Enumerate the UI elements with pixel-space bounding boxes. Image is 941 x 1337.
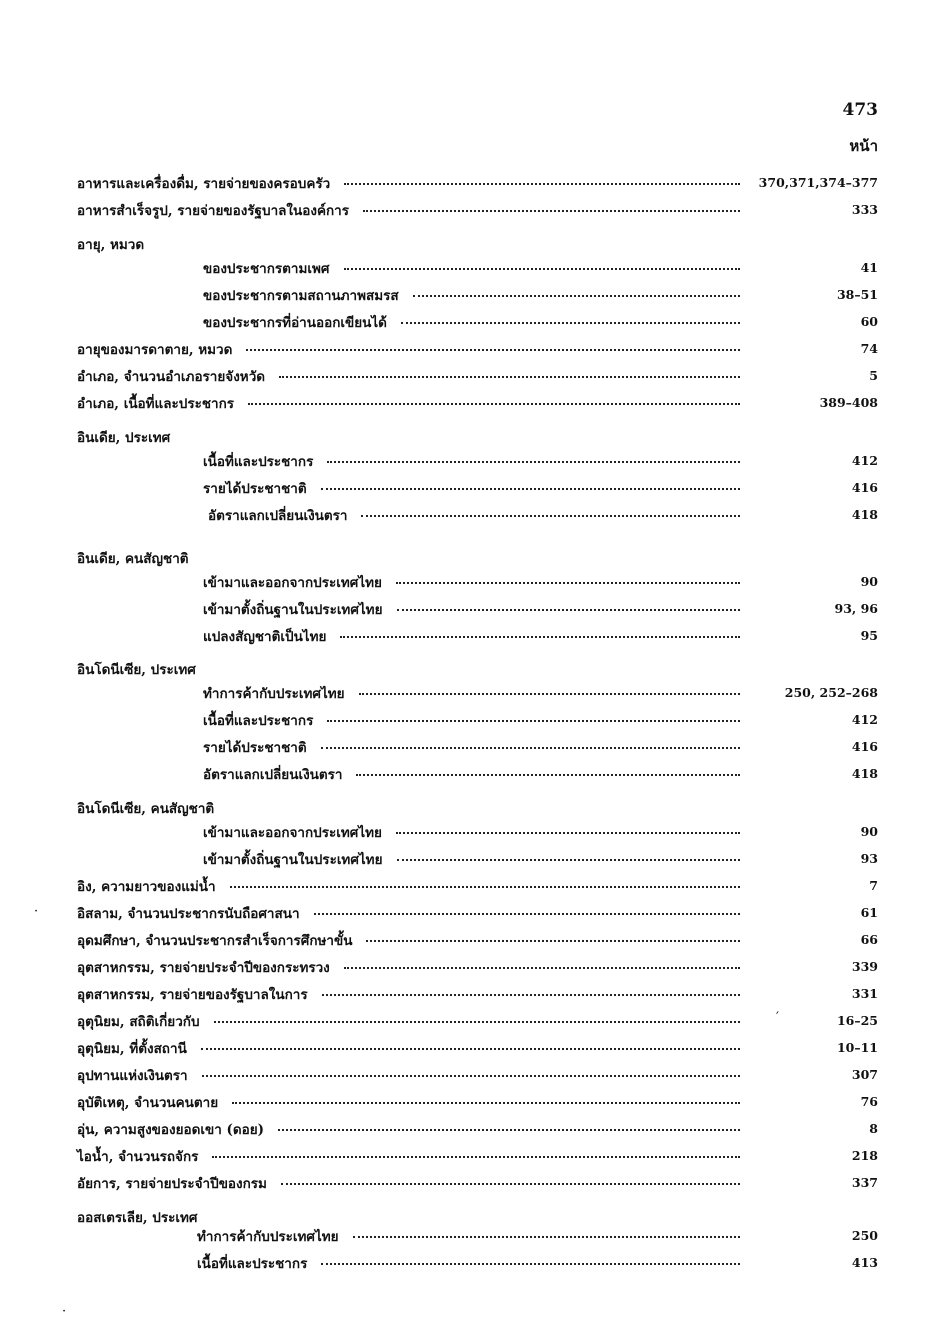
index-entry <box>77 425 477 449</box>
index-entry <box>77 232 477 256</box>
index-term: อุ่น, ความสูงของยอดเขา (ดอย) <box>77 1122 265 1138</box>
index-term: ของประชากรที่อ่านออกเขียนได้ <box>203 315 387 331</box>
scan-speck: · <box>34 904 39 919</box>
page-reference: 8 <box>869 1121 878 1136</box>
index-term: เนื้อที่และประชากร <box>203 454 314 470</box>
page-reference: 339 <box>851 959 878 974</box>
index-entry <box>77 796 477 820</box>
index-term: เนื้อที่และประชากร <box>197 1256 308 1272</box>
page-reference: 93 <box>860 851 878 866</box>
index-term: อายุ, หมวด <box>77 237 145 253</box>
index-term: ไอน้ำ, จำนวนรถจักร <box>77 1149 199 1165</box>
index-term: ออสเตรเลีย, ประเทศ <box>77 1210 198 1226</box>
index-term: เข้ามาและออกจากประเทศไทย <box>203 825 382 841</box>
page-reference: 93, 96 <box>834 601 878 616</box>
index-term: อุตสาหกรรม, รายจ่ายประจำปีของกระทรวง <box>77 960 330 976</box>
index-entry <box>77 657 477 681</box>
index-term: อิง, ความยาวของแม่น้ำ <box>77 879 216 895</box>
index-term: อิสลาม, จำนวนประชากรนับถือศาสนา <box>77 906 300 922</box>
scan-speck: ′ <box>776 1010 779 1025</box>
page-reference: 333 <box>851 202 878 217</box>
index-term: แปลงสัญชาติเป็นไทย <box>203 629 327 645</box>
page-reference: 38–51 <box>836 287 878 302</box>
page-reference: 250 <box>851 1228 878 1243</box>
index-term: ทำการค้ากับประเทศไทย <box>203 686 345 702</box>
page-reference: 76 <box>860 1094 878 1109</box>
index-term: อำเภอ, เนื้อที่และประชากร <box>77 396 235 412</box>
page-reference: 66 <box>860 932 878 947</box>
page-reference: 389–408 <box>819 395 878 410</box>
page-reference: 60 <box>860 314 878 329</box>
page-column-header: หน้า <box>849 137 878 155</box>
page-reference: 370,371,374–377 <box>758 175 878 190</box>
index-term: อายุของมารดาตาย, หมวด <box>77 342 233 358</box>
index-term: อำเภอ, จำนวนอำเภอรายจังหวัด <box>77 369 266 385</box>
index-term: อินโดนีเซีย, ประเทศ <box>77 662 196 678</box>
page-reference: 74 <box>860 341 878 356</box>
index-term: อัตราแลกเปลี่ยนเงินตรา <box>208 508 348 524</box>
index-term: อัยการ, รายจ่ายประจำปีของกรม <box>77 1176 267 1192</box>
index-term: ของประชากรตามเพศ <box>203 261 330 277</box>
index-term: อินเดีย, ประเทศ <box>77 430 171 446</box>
index-term: อาหารและเครื่องดื่ม, รายจ่ายของครอบครัว <box>77 176 331 192</box>
page-reference: 307 <box>851 1067 878 1082</box>
page-reference: 416 <box>851 739 878 754</box>
page-reference: 41 <box>860 260 878 275</box>
page-reference: 7 <box>869 878 878 893</box>
index-term: อัตราแลกเปลี่ยนเงินตรา <box>203 767 343 783</box>
page-reference: 418 <box>851 507 878 522</box>
index-term: อุบัติเหตุ, จำนวนคนตาย <box>77 1095 219 1111</box>
page-reference: 412 <box>851 453 878 468</box>
index-term: อุปทานแห่งเงินตรา <box>77 1068 188 1084</box>
index-term: เข้ามาตั้งถิ่นฐานในประเทศไทย <box>203 602 383 618</box>
index-term: เนื้อที่และประชากร <box>203 713 314 729</box>
page-reference: 418 <box>851 766 878 781</box>
index-term: เข้ามาตั้งถิ่นฐานในประเทศไทย <box>203 852 383 868</box>
index-term: เข้ามาและออกจากประเทศไทย <box>203 575 382 591</box>
index-term: ของประชากรตามสถานภาพสมรส <box>203 288 399 304</box>
index-term: อินโดนีเซีย, คนสัญชาติ <box>77 801 215 817</box>
page-reference: 16–25 <box>836 1013 878 1028</box>
page-reference: 10–11 <box>836 1040 878 1055</box>
page-reference: 412 <box>851 712 878 727</box>
index-term: รายได้ประชาชาติ <box>203 481 307 497</box>
page-reference: 413 <box>851 1255 878 1270</box>
index-term: อาหารสำเร็จรูป, รายจ่ายของรัฐบาลในองค์การ <box>77 203 349 219</box>
page-reference: 337 <box>851 1175 878 1190</box>
page-reference: 5 <box>869 368 878 383</box>
page-reference: 331 <box>851 986 878 1001</box>
page-reference: 250, 252–268 <box>784 685 878 700</box>
page-reference: 90 <box>860 574 878 589</box>
page-reference: 95 <box>860 628 878 643</box>
index-term: อุตสาหกรรม, รายจ่ายของรัฐบาลในการ <box>77 987 308 1003</box>
page-reference: 61 <box>860 905 878 920</box>
index-term: อุตุนิยม, ที่ตั้งสถานี <box>77 1041 187 1057</box>
page-reference: 416 <box>851 480 878 495</box>
index-entry <box>77 546 477 570</box>
scan-speck: · <box>62 1304 67 1319</box>
index-term: อินเดีย, คนสัญชาติ <box>77 551 189 567</box>
page-reference: 90 <box>860 824 878 839</box>
index-term: อุตุนิยม, สถิติเกี่ยวกับ <box>77 1014 200 1030</box>
page-number: 473 <box>842 100 878 120</box>
index-term: ทำการค้ากับประเทศไทย <box>197 1229 339 1245</box>
index-term: อุดมศึกษา, จำนวนประชากรสำเร็จการศึกษาขั้น <box>77 933 353 949</box>
page-reference: 218 <box>851 1148 878 1163</box>
index-term: รายได้ประชาชาติ <box>203 740 307 756</box>
